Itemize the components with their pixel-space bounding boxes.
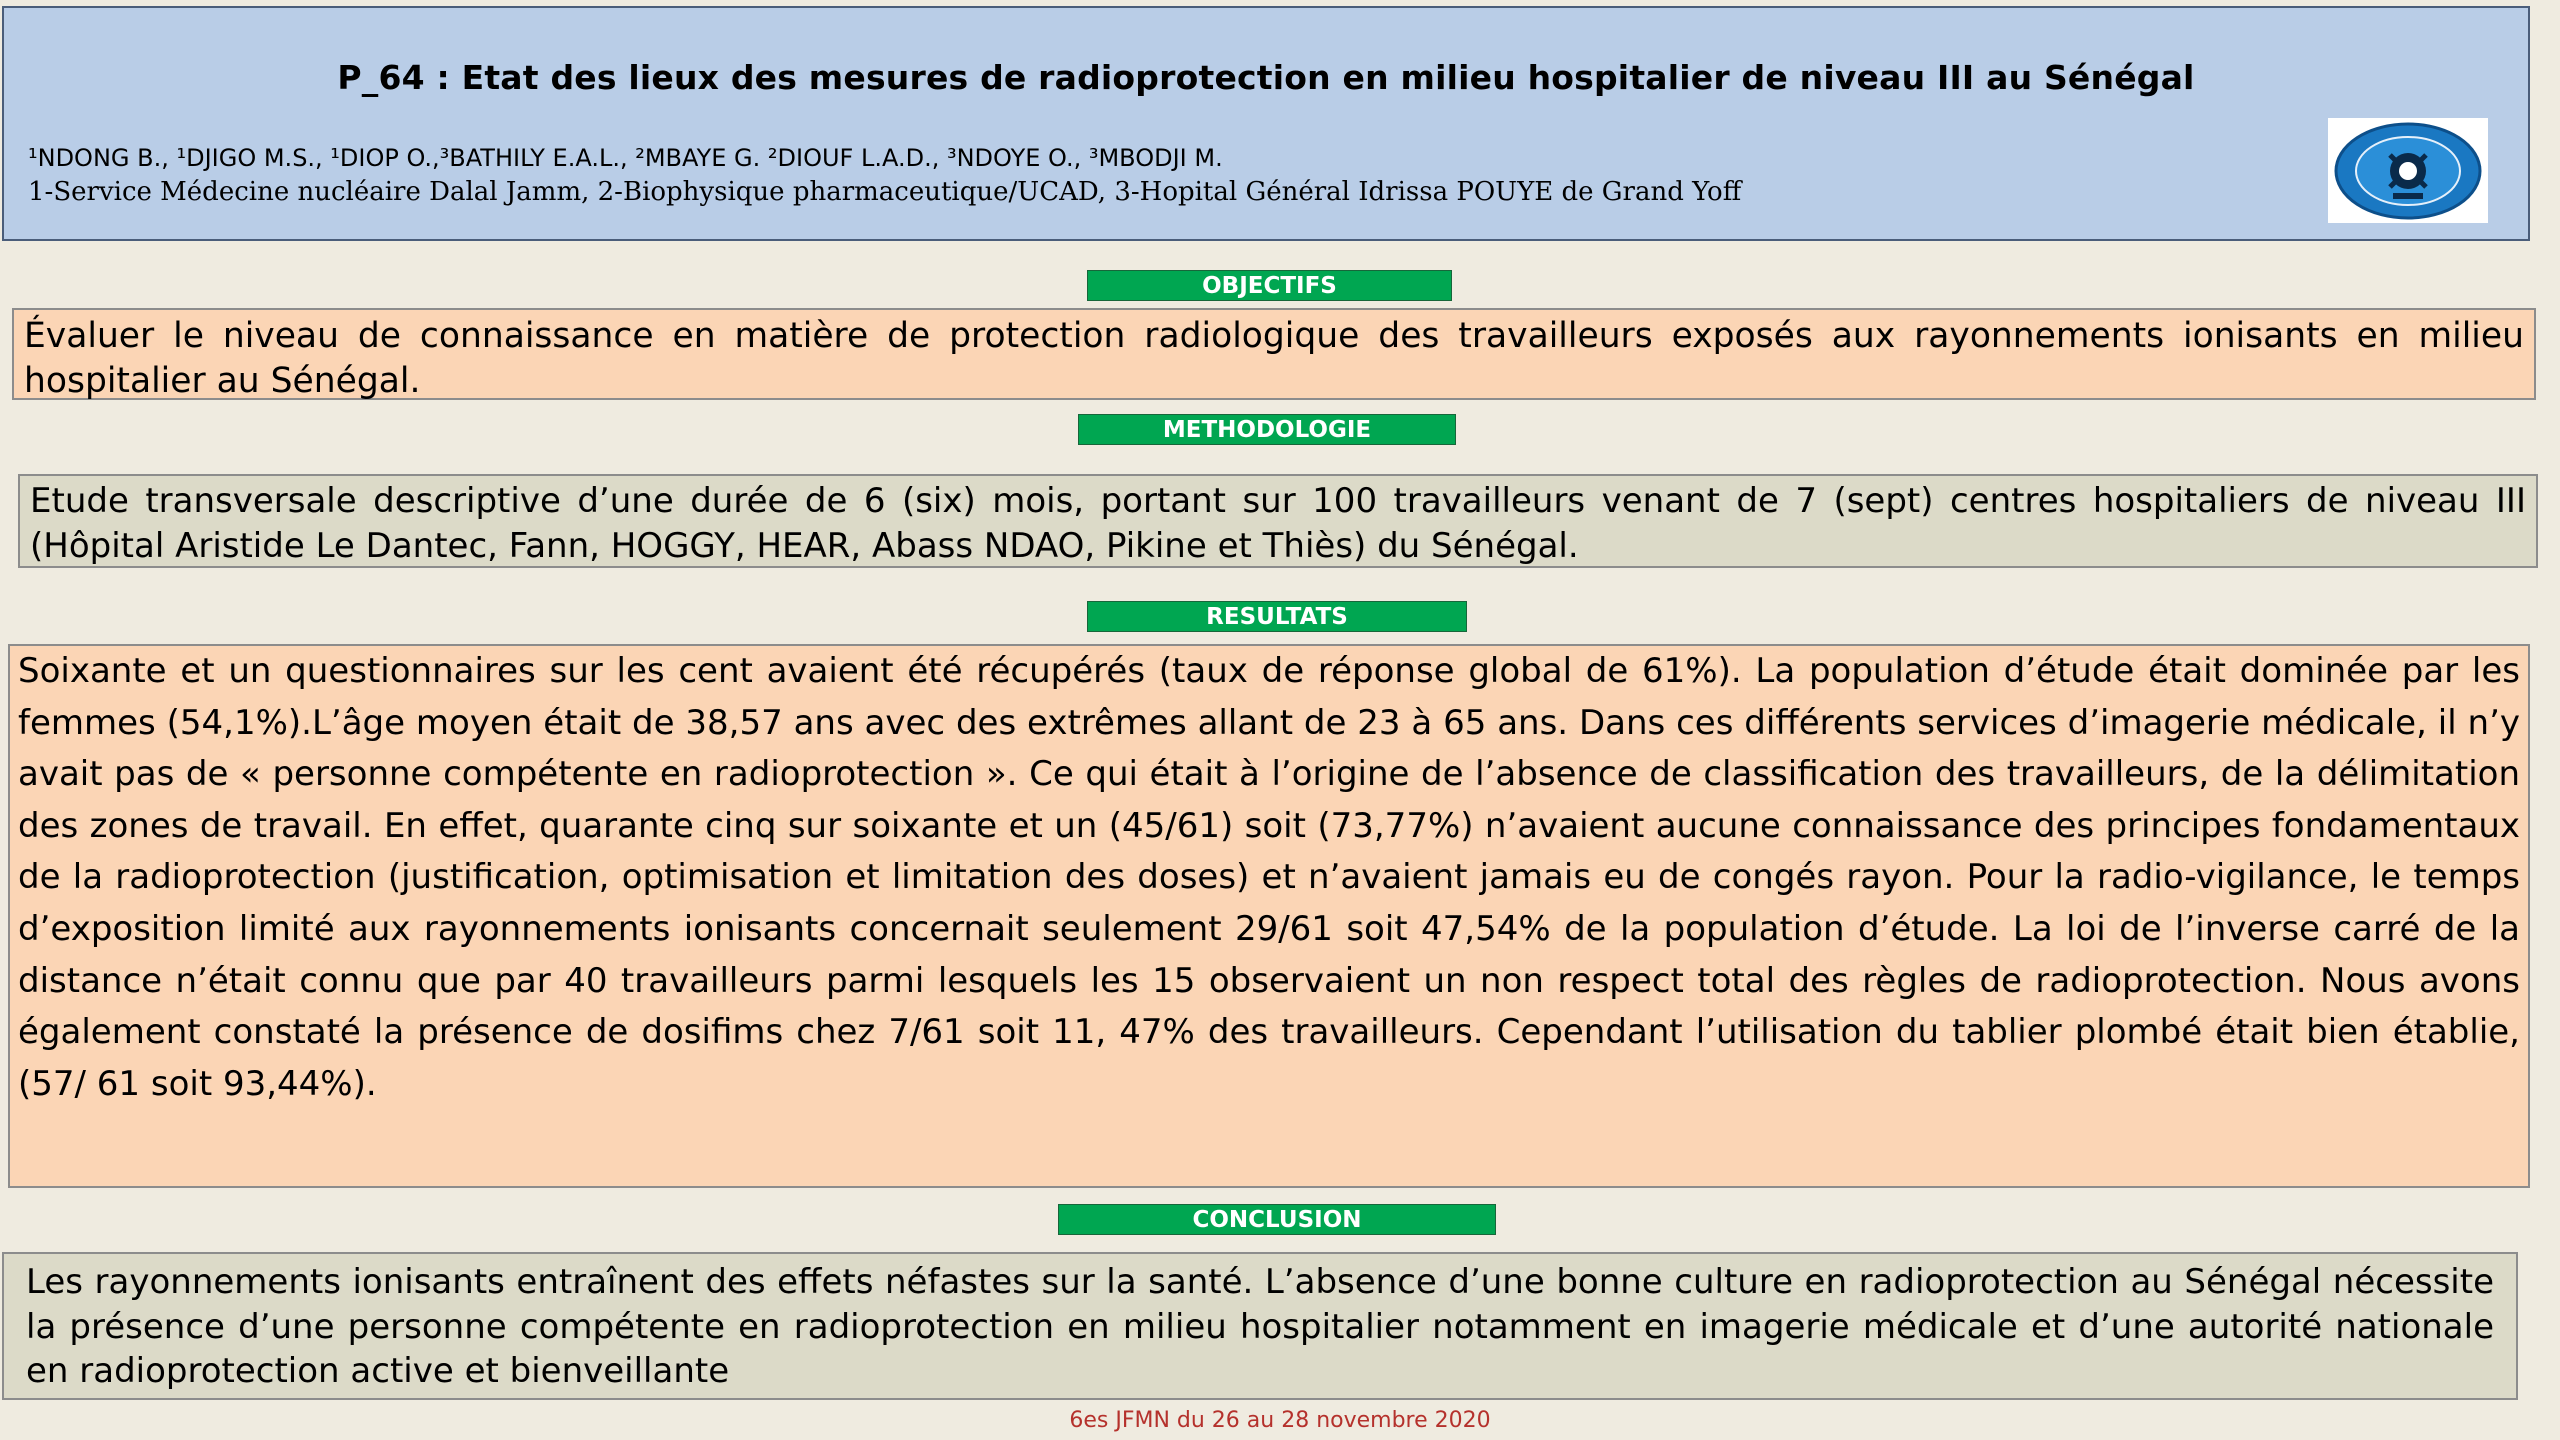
conclusion-box	[2, 1252, 2518, 1400]
objectifs-text: Évaluer le niveau de connaissance en matière de protection radiologique des travailleurs exposés aux rayonnements ionisants en milieu hospitalier au Sénégal.	[24, 316, 2524, 401]
resultats-text: Soixante et un questionnaires sur les cent avaient été récupérés (taux de réponse global de 61%). La population d’étude était dominée par les femmes (54,1%).L’âge moyen était de 38,57 ans avec des extrêmes allant de 23 à 65 ans. Dans ces différents services d’imagerie médicale, il n’y avait pas de « personne compétente en radioprotection ». Ce qui était à l’origine de l’absence de classification des travailleurs, de la délimitation des zones de travail. En effet, quarante cinq sur soixante et un (45/61) soit (73,77%) n’avaient aucune connaissance des principes fondamentaux de la radioprotection (justification, optimisation et limitation des doses) et n’avaient jamais eu de congés rayon. Pour la radio-vigilance, le temps d’exposition limité aux rayonnements ionisants concernait seulement 29/61 soit 47,54% de la population d’étude. La loi de l’inverse carré de la distance n’était connu que par 40 travailleurs parmi lesquels les 15 observaient un non respect total des règles de radioprotection. Nous avons également constaté la présence de dosifims chez 7/61 soit 11, 47% des travailleurs. Cependant l’utilisation du tablier plombé était bien établie, (57/ 61 soit 93,44%).	[18, 651, 2520, 1104]
authors-line: ¹NDONG B., ¹DJIGO M.S., ¹DIOP O.,³BATHILY E.A.L., ²MBAYE G. ²DIOUF L.A.D., ³NDOYE O., ³MBODJI M.	[28, 144, 1223, 172]
resultats-box	[8, 644, 2530, 1188]
footer-event: 6es JFMN du 26 au 28 novembre 2020	[1069, 1408, 1491, 1433]
poster-header	[2, 6, 2530, 241]
objectifs-box	[12, 308, 2536, 400]
methodologie-text: Etude transversale descriptive d’une durée de 6 (six) mois, portant sur 100 travailleurs venant de 7 (sept) centres hospitaliers de niveau III (Hôpital Aristide Le Dantec, Fann, HOGGY, HEAR, Abass NDAO, Pikine et Thiès) du Sénégal.	[30, 481, 2526, 566]
conclusion-label: CONCLUSION	[1058, 1204, 1496, 1235]
affiliations-line: 1-Service Médecine nucléaire Dalal Jamm, 2-Biophysique pharmaceutique/UCAD, 3-Hopital Général Idrissa POUYE de Grand Yoff	[28, 177, 1742, 207]
society-seal-icon	[2328, 118, 2488, 223]
poster-title: P_64 : Etat des lieux des mesures de radioprotection en milieu hospitalier de niveau III au Sénégal	[337, 58, 2195, 97]
methodologie-box	[18, 474, 2538, 568]
objectifs-label: OBJECTIFS	[1087, 270, 1452, 301]
resultats-label: RESULTATS	[1087, 601, 1467, 632]
conclusion-text: Les rayonnements ionisants entraînent des effets néfastes sur la santé. L’absence d’une bonne culture en radioprotection au Sénégal nécessite la présence d’une personne compétente en radioprotection en milieu hospitalier notamment en imagerie médicale et d’une autorité nationale en radioprotection active et bienveillante	[26, 1262, 2494, 1391]
methodologie-label: METHODOLOGIE	[1078, 414, 1456, 445]
